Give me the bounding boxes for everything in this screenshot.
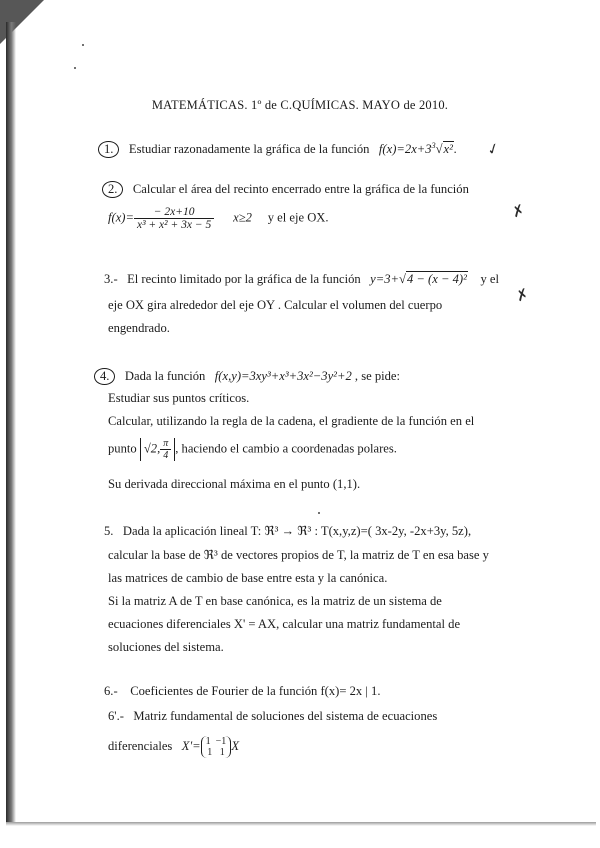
handwritten-mark: ✗: [513, 284, 532, 306]
question-text: diferenciales: [108, 738, 173, 753]
question-4-line-4: [108, 438, 397, 461]
question-6: [94, 684, 380, 699]
rational-function: [134, 206, 214, 231]
question-5-line-4: Si la matriz A de T en base canónica, es la matriz de un sistema de: [108, 594, 442, 608]
question-text: , se pide:: [354, 369, 401, 383]
question-4-line-3: Calcular, utilizando la regla de la cadena, el gradiente de la función en el: [108, 414, 475, 428]
denominator: x³ + x² + 3x − 5: [136, 219, 212, 231]
question-4-line-2: Estudiar sus puntos críticos.: [108, 391, 250, 405]
question-3-line-2: eje OX gira alrededor del eje OY . Calcular el volumen del cuerpo: [108, 298, 443, 312]
question-4: [94, 368, 400, 385]
exam-title: MATEMÁTICAS. 1º de C.QUÍMICAS. MAYO de 2010.: [151, 98, 449, 112]
system-lhs: X'=: [181, 738, 201, 753]
numerator: − 2x+10: [134, 206, 214, 219]
question-text: El recinto limitado por la gráfica de la función: [127, 272, 361, 286]
question-number: 6'.-: [108, 709, 124, 723]
question-1: [98, 141, 457, 158]
question-text: punto: [108, 441, 137, 456]
question-6-alt-line-2: [108, 736, 239, 758]
question-text: Estudiar razonadamente la gráfica de la función: [128, 142, 370, 157]
question-number: 4.: [94, 368, 115, 385]
question-text: Coeficientes de Fourier de la función f(x)= 2x | 1.: [130, 684, 381, 698]
question-5-line-5: ecuaciones diferenciales X' = AX, calcular una matriz fundamental de: [108, 617, 461, 631]
question-2: [102, 181, 469, 198]
domain-condition: x≥2: [233, 210, 252, 225]
question-5-line-6: soluciones del sistema.: [108, 640, 224, 654]
system-rhs-vector: X: [231, 738, 240, 753]
function-expression: y=3+√4 − (x − 4)²: [370, 272, 467, 286]
function-lhs: f(x)=: [108, 210, 134, 225]
question-text: y el: [480, 272, 500, 286]
question-5-line-3: las matrices de cambio de base entre esta y la canónica.: [108, 571, 388, 585]
handwritten-mark: ✗: [509, 200, 528, 222]
question-6-alt: [108, 709, 437, 724]
question-number: 3.-: [104, 272, 118, 286]
polar-point: √2, $\frac{\pi}{4}$: [140, 438, 175, 461]
question-number: 2.: [102, 181, 123, 198]
question-number: 1.: [98, 141, 119, 158]
question-text: Dada la aplicación lineal T: ℜ³ → ℜ³ : T(x,y,z)=( 3x-2y, -2x+3y, 5z),: [122, 524, 472, 538]
question-text: Matriz fundamental de soluciones del sistema de ecuaciones: [133, 709, 438, 723]
question-4-line-5: Su derivada direccional máxima en el punto (1,1).: [108, 477, 361, 491]
question-3-line-3: engendrado.: [108, 321, 170, 335]
question-text: Dada la función: [124, 369, 206, 383]
question-number: 6.-: [104, 684, 118, 698]
function-expression: f(x,y)=3xy³+x³+3x²−3y²+2: [214, 369, 352, 383]
handwritten-mark: ✓: [484, 138, 503, 160]
question-2-function: [108, 206, 329, 231]
question-3: [104, 272, 499, 287]
question-number: 5.: [104, 524, 114, 538]
question-tail: y el eje OX.: [267, 210, 329, 225]
question-5: [94, 523, 471, 539]
question-text: Calcular el área del recinto encerrado entre la gráfica de la función: [132, 182, 469, 196]
function-expression: $f(x)=2x+3^3√x^2$.: [378, 141, 458, 157]
question-5-line-2: calcular la base de ℜ³ de vectores propios de T, la matriz de T en esa base y: [108, 548, 489, 562]
coefficient-matrix: 1 −1 1 1: [201, 736, 232, 758]
question-text: , haciendo el cambio a coordenadas polares.: [175, 441, 397, 456]
